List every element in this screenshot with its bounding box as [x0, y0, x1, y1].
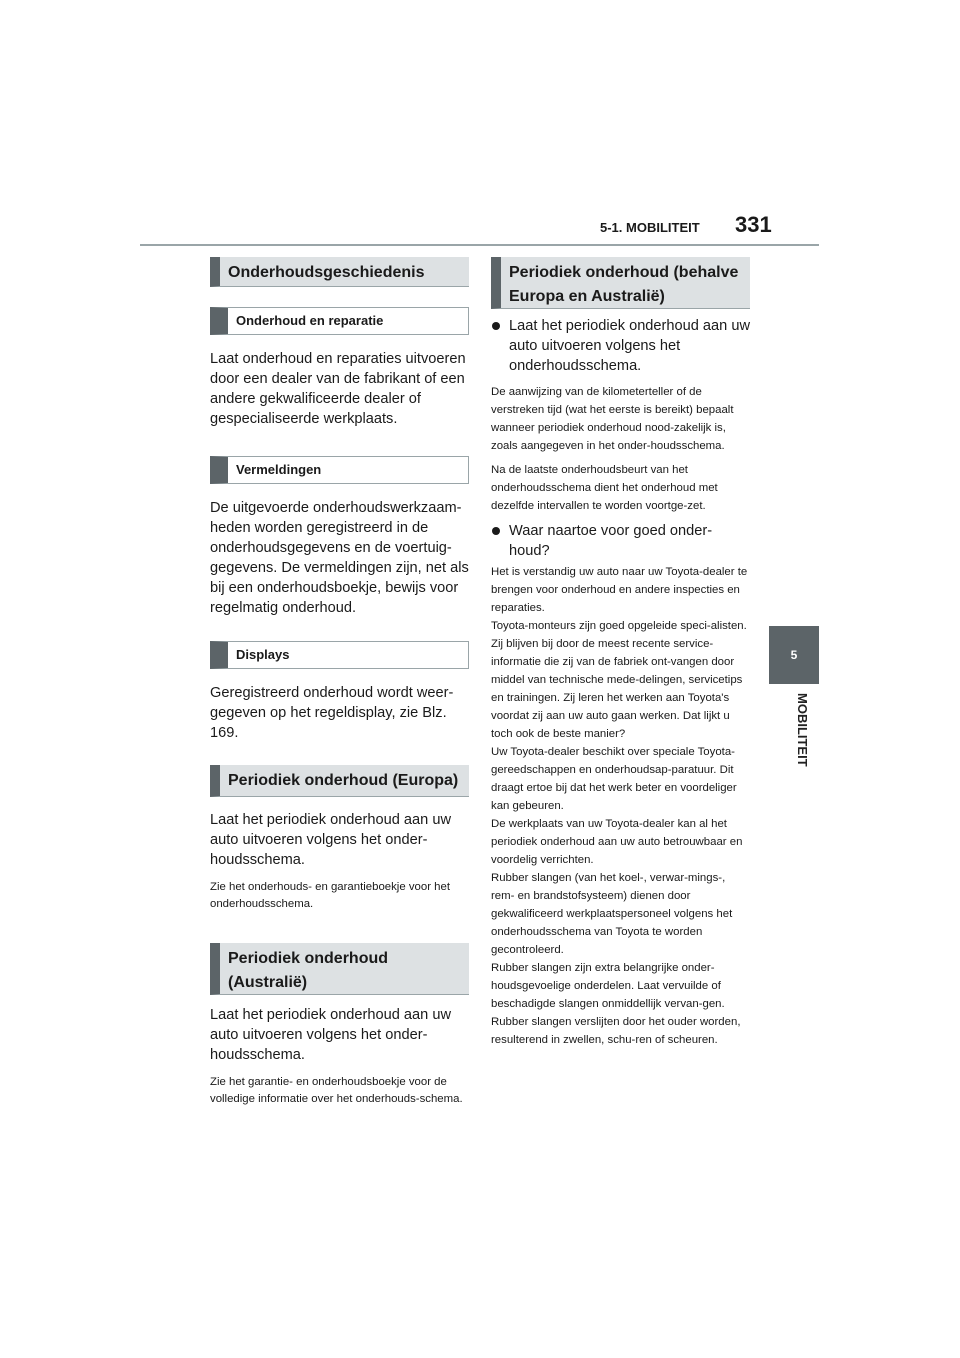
paragraph-mechanics: Toyota-monteurs zijn goed opgeleide speci-alisten. Zij blijven bij door de meest recente service-informatie die zij van de fabriek ont-vangen door middel van technische mede-delingen, servicetips en trainingen. Zij leren het werken aan Toyota's voordat zij aan uw auto gaan werken. Dat lijkt u toch ook de beste manier?: [491, 620, 747, 740]
paragraph-hoses-check: Rubber slangen (van het koel-, verwar-mings-, rem- en brandstofsysteem) dienen door gekwalificeerd werkplaatspersoneel volgens het onderhoudsschema van Toyota te worden gecontroleerd.: [491, 872, 733, 956]
bullet-item: [491, 521, 750, 561]
paragraph-records: De uitgevoerde onderhoudswerkzaam-heden worden geregistreerd in de onderhoudsgegevens en de voertuig-gegevens. De vermeldingen zijn, net als bij een onderhoudsboekje, bewijs voor regelmatig onderhoud.: [210, 500, 469, 616]
chapter-label: MOBILITEIT: [795, 693, 810, 767]
subheading-records: Vermeldingen: [210, 456, 469, 484]
paragraph-tools: Uw Toyota-dealer beschikt over speciale Toyota-gereedschappen en onderhoudsap-paratuur. Dit draagt ertoe bij dat het werk beter en voordeliger kan gebeuren.: [491, 746, 737, 812]
bullet-dot-icon: [492, 527, 500, 535]
chapter-tab[interactable]: [769, 626, 819, 684]
paragraph-dealer: Het is verstandig uw auto naar uw Toyota-dealer te brengen voor onderhoud en andere inspecties en reparaties.: [491, 566, 748, 614]
subheading-maintenance-repair: Onderhoud en reparatie: [210, 307, 469, 335]
subheading-displays: Displays: [210, 641, 469, 669]
bullet-text: Waar naartoe voor goed onder-houd?: [509, 523, 713, 559]
bullet-item: [491, 316, 750, 376]
paragraph-intervals: Na de laatste onderhoudsbeurt van het onderhoudsschema dient het onderhoud met dezelfde intervallen te worden voortge-zet.: [491, 464, 718, 512]
paragraph-hoses-wear: Rubber slangen zijn extra belangrijke onder-houdsgevoelige onderdelen. Laat vervuilde of beschadigde slangen onmiddellijk vervan-gen. Rubber slangen verslijten door het ouder worden, resulterend in zwellen, schu-ren of scheuren.: [491, 962, 741, 1046]
right-column: [491, 257, 750, 1049]
paragraph-europe: Laat het periodiek onderhoud aan uw auto uitvoeren volgens het onder-houdsschema.: [210, 812, 451, 868]
paragraph-odometer: De aanwijzing van de kilometerteller of de verstreken tijd (wat het eerste is bereikt) bepaalt wanneer periodiek onderhoud nood-zakelijk is, zoals aangegeven in het onder-houdsschema.: [491, 386, 734, 452]
paragraph-displays: Geregistreerd onderhoud wordt weer-gegeven op het regeldisplay, zie Blz. 169.: [210, 685, 454, 741]
note-europe: Zie het onderhouds- en garantieboekje voor het onderhoudsschema.: [210, 881, 450, 910]
heading-periodic-europe: Periodiek onderhoud (Europa): [210, 765, 469, 797]
bullet-dot-icon: [492, 322, 500, 330]
bullet-text: Laat het periodiek onderhoud aan uw auto uitvoeren volgens het onderhoudsschema.: [509, 318, 750, 374]
heading-maintenance-history: Onderhoudsgeschiedenis: [210, 257, 469, 287]
heading-periodic-other: Periodiek onderhoud (behalve Europa en Australië): [491, 257, 750, 309]
paragraph-repair: Laat onderhoud en reparaties uitvoeren door een dealer van de fabrikant of een andere gekwalificeerde dealer of gespecialiseerde werkplaats.: [210, 351, 466, 427]
section-title: 5-1. MOBILITEIT: [600, 220, 700, 235]
page-number: 331: [735, 212, 772, 237]
header-divider: [140, 244, 819, 246]
heading-periodic-australia: Periodiek onderhoud (Australië): [210, 943, 469, 995]
note-australia: Zie het garantie- en onderhoudsboekje voor de volledige informatie over het onderhouds-schema.: [210, 1076, 463, 1105]
left-column: [210, 257, 469, 1108]
chapter-number: 5: [790, 648, 798, 662]
paragraph-australia: Laat het periodiek onderhoud aan uw auto uitvoeren volgens het onder-houdsschema.: [210, 1007, 451, 1063]
paragraph-workshop: De werkplaats van uw Toyota-dealer kan al het periodiek onderhoud aan uw auto betrouwbaar en voordelig verrichten.: [491, 818, 743, 866]
